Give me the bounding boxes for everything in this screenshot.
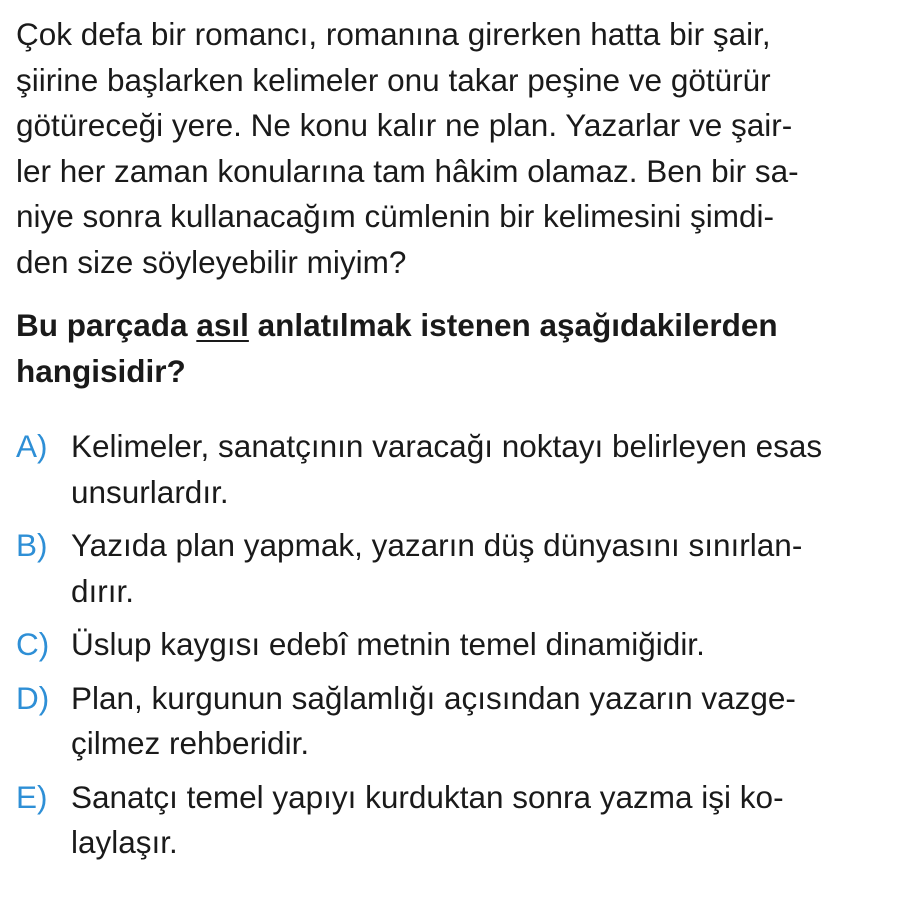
option-text-line: Üslup kaygısı edebî metnin temel dinamiğidir. xyxy=(71,626,705,662)
option-text-line: Kelimeler, sanatçının varacağı noktayı belirleyen esas xyxy=(71,428,823,464)
question-line-2: hangisidir? xyxy=(16,352,186,389)
option-letter: C) xyxy=(16,626,50,662)
option-letter: D) xyxy=(16,679,50,716)
question-stem xyxy=(16,303,886,394)
option-letter: B) xyxy=(16,527,48,563)
option-text-line: Plan, kurgunun sağlamlığı açısından yazarın vazge- xyxy=(71,679,796,716)
option-letter: E) xyxy=(16,778,48,815)
question-text-end: anlatılmak istenen aşağıdakilerden xyxy=(248,307,778,343)
passage-line: den size söyleyebilir miyim? xyxy=(16,243,407,280)
option-e[interactable] xyxy=(16,775,886,866)
passage-line: şiirine başlarken kelimeler onu takar peşine ve götürür xyxy=(16,61,771,98)
question-line-1 xyxy=(16,303,886,349)
option-text-line: Yazıda plan yapmak, yazarın düş dünyasını sınırlan- xyxy=(71,527,803,563)
passage-line: götüreceği yere. Ne konu kalır ne plan. Yazarlar ve şair- xyxy=(16,107,793,143)
passage-line: ler her zaman konularına tam hâkim olamaz. Ben bir sa- xyxy=(16,152,799,189)
option-d[interactable] xyxy=(16,676,886,767)
question-page xyxy=(16,12,886,874)
option-text-line: unsurlardır. xyxy=(71,473,229,510)
option-b[interactable] xyxy=(16,523,886,614)
option-a[interactable] xyxy=(16,424,886,515)
question-text-start: Bu parçada xyxy=(16,307,197,343)
option-text-line: dırır. xyxy=(71,572,135,609)
option-c[interactable] xyxy=(16,622,886,668)
passage-line: Çok defa bir romancı, romanına girerken hatta bir şair, xyxy=(16,16,771,52)
option-text-line: laylaşır. xyxy=(71,824,178,860)
passage-line: niye sonra kullanacağım cümlenin bir kelimesini şimdi- xyxy=(16,198,775,234)
passage-paragraph xyxy=(16,12,886,285)
option-text-line: çilmez rehberidir. xyxy=(71,725,310,761)
option-text-line: Sanatçı temel yapıyı kurduktan sonra yazma işi ko- xyxy=(71,778,784,815)
answer-options xyxy=(16,424,886,866)
question-underlined-word: asıl xyxy=(196,307,249,343)
option-letter: A) xyxy=(16,428,48,464)
